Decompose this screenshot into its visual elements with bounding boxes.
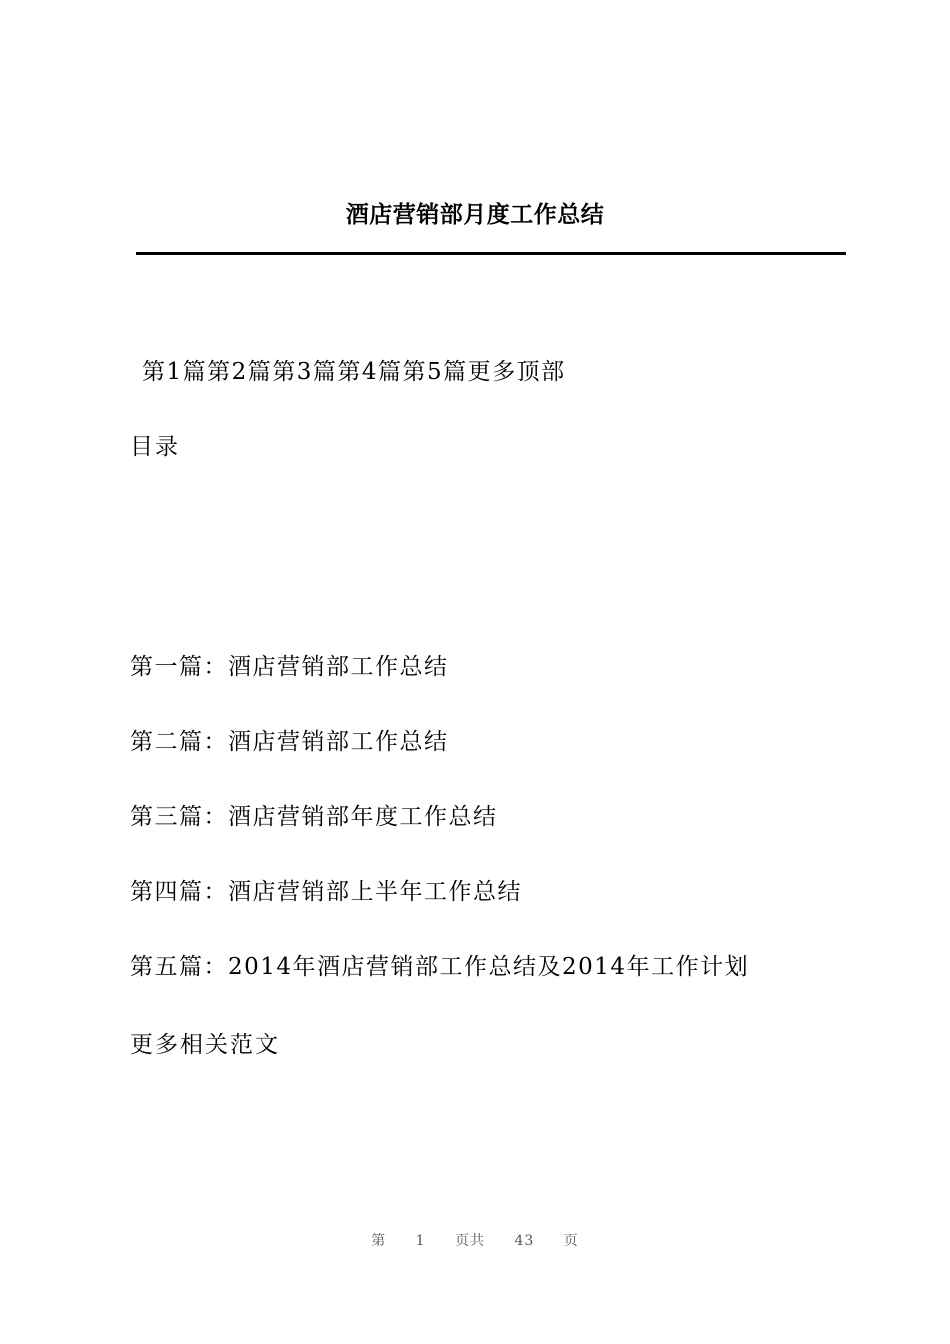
footer-suffix: 页 bbox=[563, 1233, 579, 1249]
more-related-link[interactable]: 更多相关范文 bbox=[130, 1032, 280, 1058]
title-divider bbox=[136, 252, 846, 255]
page-footer bbox=[0, 1230, 950, 1250]
toc-item-1[interactable]: 第一篇：酒店营销部工作总结 bbox=[130, 654, 449, 680]
chapter-nav-links[interactable]: 第1篇第2篇第3篇第4篇第5篇更多顶部 bbox=[142, 359, 566, 385]
footer-prefix: 第 bbox=[371, 1233, 387, 1249]
toc-item-2[interactable]: 第二篇：酒店营销部工作总结 bbox=[130, 729, 449, 755]
document-title: 酒店营销部月度工作总结 bbox=[345, 201, 605, 228]
toc-item-5[interactable]: 第五篇：2014年酒店营销部工作总结及2014年工作计划 bbox=[130, 954, 750, 980]
toc-item-4[interactable]: 第四篇：酒店营销部上半年工作总结 bbox=[130, 879, 522, 905]
footer-current-page: 1 bbox=[415, 1233, 426, 1249]
toc-heading: 目录 bbox=[130, 434, 180, 460]
footer-mid: 页共 bbox=[455, 1233, 486, 1249]
footer-total-pages: 43 bbox=[514, 1233, 535, 1249]
toc-item-3[interactable]: 第三篇：酒店营销部年度工作总结 bbox=[130, 804, 498, 830]
toc-list bbox=[130, 652, 749, 1027]
